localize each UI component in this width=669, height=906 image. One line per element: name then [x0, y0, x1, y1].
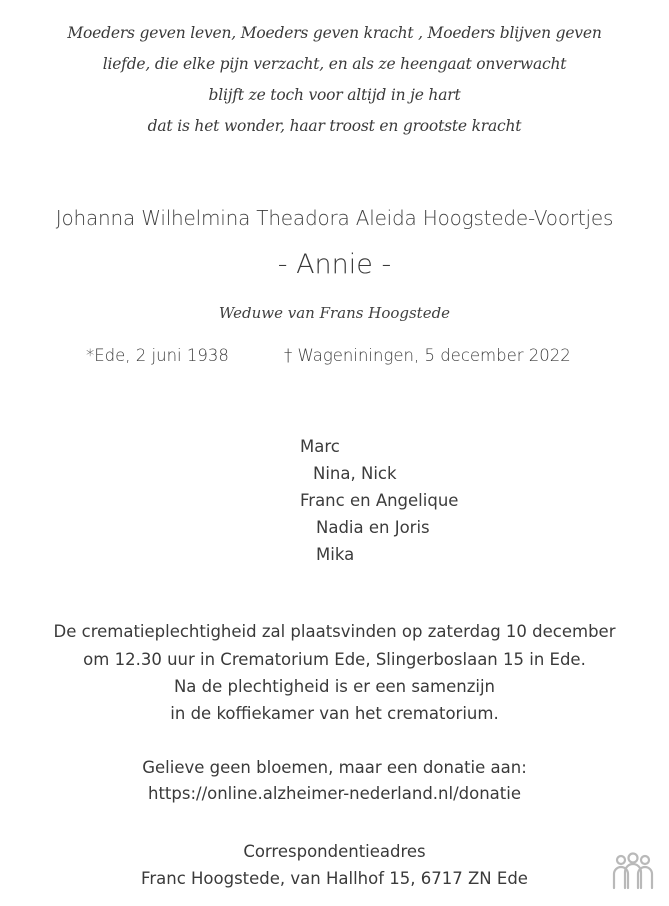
family-member-5: Mika: [316, 545, 355, 564]
family-group-logo-icon: [609, 852, 657, 892]
ceremony-line-1: De crematieplechtigheid zal plaatsvinden op zaterdag 10 december: [53, 622, 616, 641]
family-member-2: Nina, Nick: [313, 464, 397, 483]
poem-line-3: blijft ze toch voor altijd in je hart: [208, 86, 461, 104]
birth-info: *Ede, 2 juni 1938: [86, 346, 229, 365]
poem-line-2: liefde, die elke pijn verzacht, en als ze heengaat onverwacht: [102, 55, 567, 73]
death-info: † Wageniningen, 5 december 2022: [284, 346, 571, 365]
ceremony-line-4: in de koffiekamer van het crematorium.: [170, 704, 499, 723]
donation-url[interactable]: https://online.alzheimer-nederland.nl/donatie: [147, 784, 521, 803]
family-member-4: Nadia en Joris: [316, 518, 430, 537]
family-member-3: Franc en Angelique: [300, 491, 459, 510]
donation-line-1: Gelieve geen bloemen, maar een donatie aan:: [142, 758, 527, 777]
ceremony-line-3: Na de plechtigheid is er een samenzijn: [173, 677, 496, 696]
deceased-full-name: Johanna Wilhelmina Theadora Aleida Hoogstede-Voortjes: [55, 206, 614, 230]
ceremony-line-2: om 12.30 uur in Crematorium Ede, Slingerboslaan 15 in Ede.: [83, 650, 586, 669]
widow-of: Weduwe van Frans Hoogstede: [218, 304, 451, 322]
correspondence-address: Franc Hoogstede, van Hallhof 15, 6717 ZN Ede: [141, 869, 528, 888]
family-member-1: Marc: [300, 437, 340, 456]
deceased-nickname: - Annie -: [277, 249, 392, 280]
poem-line-4: dat is het wonder, haar troost en grootste kracht: [147, 117, 522, 135]
correspondence-label: Correspondentieadres: [243, 842, 426, 861]
poem-line-1: Moeders geven leven, Moeders geven kracht , Moeders blijven geven: [67, 24, 602, 42]
